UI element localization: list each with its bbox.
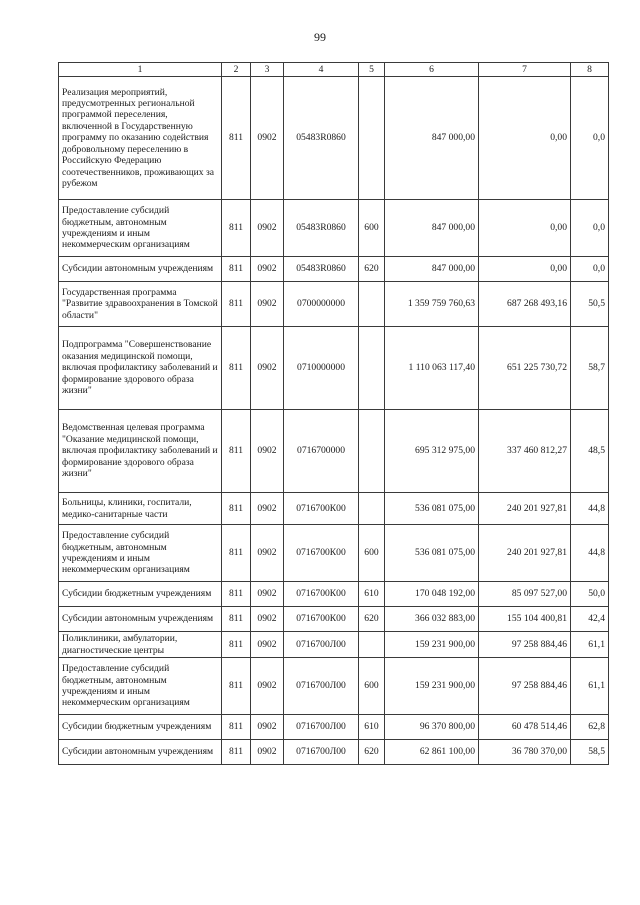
cell-expense-type <box>359 282 385 327</box>
cell-planned-amount: 1 359 759 760,63 <box>385 282 479 327</box>
header-row <box>59 63 609 77</box>
table-body <box>59 77 609 765</box>
table-row <box>59 257 609 282</box>
cell-section-code: 0902 <box>251 257 284 282</box>
cell-ministry-code: 811 <box>222 715 251 740</box>
cell-target-article: 0716700К00 <box>284 525 359 582</box>
cell-target-article: 0716700К00 <box>284 582 359 607</box>
table-row <box>59 410 609 493</box>
table-row <box>59 282 609 327</box>
cell-executed-amount: 155 104 400,81 <box>479 607 571 632</box>
budget-table <box>58 62 609 765</box>
cell-planned-amount: 366 032 883,00 <box>385 607 479 632</box>
cell-executed-amount: 651 225 730,72 <box>479 327 571 410</box>
cell-section-code: 0902 <box>251 658 284 715</box>
table-row <box>59 525 609 582</box>
cell-ministry-code: 811 <box>222 493 251 525</box>
table-row <box>59 493 609 525</box>
header-cell: 3 <box>251 63 284 77</box>
table-row <box>59 607 609 632</box>
cell-section-code: 0902 <box>251 632 284 658</box>
cell-planned-amount: 847 000,00 <box>385 257 479 282</box>
cell-section-code: 0902 <box>251 740 284 765</box>
cell-planned-amount: 159 231 900,00 <box>385 658 479 715</box>
cell-name: Субсидии автономным учреждениям <box>59 740 222 765</box>
header-cell: 4 <box>284 63 359 77</box>
cell-expense-type: 610 <box>359 582 385 607</box>
cell-expense-type: 620 <box>359 607 385 632</box>
cell-executed-amount: 36 780 370,00 <box>479 740 571 765</box>
cell-planned-amount: 96 370 800,00 <box>385 715 479 740</box>
cell-target-article: 0716700Л00 <box>284 632 359 658</box>
cell-ministry-code: 811 <box>222 658 251 715</box>
cell-executed-amount: 687 268 493,16 <box>479 282 571 327</box>
cell-name: Подпрограмма "Совершенствование оказания медицинской помощи, включая профилактику заболеваний и формирование здорового образа жизни" <box>59 327 222 410</box>
cell-executed-amount: 0,00 <box>479 77 571 200</box>
cell-ministry-code: 811 <box>222 200 251 257</box>
cell-executed-amount: 337 460 812,27 <box>479 410 571 493</box>
cell-planned-amount: 1 110 063 117,40 <box>385 327 479 410</box>
cell-execution-percent: 44,8 <box>571 525 609 582</box>
cell-executed-amount: 97 258 884,46 <box>479 658 571 715</box>
cell-planned-amount: 159 231 900,00 <box>385 632 479 658</box>
cell-target-article: 0716700000 <box>284 410 359 493</box>
cell-execution-percent: 42,4 <box>571 607 609 632</box>
cell-section-code: 0902 <box>251 282 284 327</box>
cell-ministry-code: 811 <box>222 740 251 765</box>
cell-section-code: 0902 <box>251 410 284 493</box>
cell-ministry-code: 811 <box>222 582 251 607</box>
page-number: 99 <box>314 30 326 44</box>
cell-target-article: 0716700Л00 <box>284 740 359 765</box>
table-row <box>59 632 609 658</box>
cell-execution-percent: 58,7 <box>571 327 609 410</box>
cell-section-code: 0902 <box>251 200 284 257</box>
cell-expense-type: 620 <box>359 740 385 765</box>
table-row <box>59 582 609 607</box>
cell-execution-percent: 0,0 <box>571 200 609 257</box>
cell-target-article: 0716700К00 <box>284 607 359 632</box>
cell-name: Ведомственная целевая программа "Оказание медицинской помощи, включая профилактику заболеваний и формирование здорового образа жизни" <box>59 410 222 493</box>
cell-execution-percent: 50,0 <box>571 582 609 607</box>
cell-planned-amount: 536 081 075,00 <box>385 525 479 582</box>
cell-name: Субсидии бюджетным учреждениям <box>59 715 222 740</box>
cell-ministry-code: 811 <box>222 327 251 410</box>
cell-target-article: 0700000000 <box>284 282 359 327</box>
cell-executed-amount: 240 201 927,81 <box>479 493 571 525</box>
cell-execution-percent: 61,1 <box>571 658 609 715</box>
cell-execution-percent: 44,8 <box>571 493 609 525</box>
table-row <box>59 658 609 715</box>
cell-expense-type: 600 <box>359 525 385 582</box>
header-cell: 6 <box>385 63 479 77</box>
cell-execution-percent: 50,5 <box>571 282 609 327</box>
cell-execution-percent: 62,8 <box>571 715 609 740</box>
cell-name: Предоставление субсидий бюджетным, автономным учреждениям и иным некоммерческим организациям <box>59 525 222 582</box>
cell-name: Государственная программа "Развитие здравоохранения в Томской области" <box>59 282 222 327</box>
cell-expense-type <box>359 493 385 525</box>
cell-name: Больницы, клиники, госпитали, медико-санитарные части <box>59 493 222 525</box>
cell-target-article: 0710000000 <box>284 327 359 410</box>
cell-expense-type: 600 <box>359 200 385 257</box>
table-row <box>59 200 609 257</box>
cell-expense-type: 600 <box>359 658 385 715</box>
cell-expense-type <box>359 410 385 493</box>
header-cell: 7 <box>479 63 571 77</box>
cell-name: Поликлиники, амбулатории, диагностические центры <box>59 632 222 658</box>
header-cell: 8 <box>571 63 609 77</box>
cell-expense-type <box>359 77 385 200</box>
cell-planned-amount: 847 000,00 <box>385 77 479 200</box>
cell-execution-percent: 61,1 <box>571 632 609 658</box>
cell-section-code: 0902 <box>251 607 284 632</box>
cell-ministry-code: 811 <box>222 282 251 327</box>
cell-planned-amount: 847 000,00 <box>385 200 479 257</box>
cell-target-article: 05483R0860 <box>284 77 359 200</box>
cell-executed-amount: 240 201 927,81 <box>479 525 571 582</box>
cell-executed-amount: 85 097 527,00 <box>479 582 571 607</box>
header-cell: 5 <box>359 63 385 77</box>
cell-executed-amount: 0,00 <box>479 200 571 257</box>
cell-section-code: 0902 <box>251 582 284 607</box>
cell-target-article: 05483R0860 <box>284 200 359 257</box>
cell-target-article: 0716700К00 <box>284 493 359 525</box>
cell-name: Предоставление субсидий бюджетным, автономным учреждениям и иным некоммерческим организациям <box>59 658 222 715</box>
cell-planned-amount: 536 081 075,00 <box>385 493 479 525</box>
cell-ministry-code: 811 <box>222 257 251 282</box>
cell-ministry-code: 811 <box>222 525 251 582</box>
cell-ministry-code: 811 <box>222 632 251 658</box>
cell-target-article: 0716700Л00 <box>284 658 359 715</box>
cell-name: Реализация мероприятий, предусмотренных региональной программой переселения, включенной в Государственную программу по оказанию содействия добровольному переселению в Российскую Федерацию соотечественников, проживающих за рубежом <box>59 77 222 200</box>
cell-name: Субсидии автономным учреждениям <box>59 257 222 282</box>
cell-ministry-code: 811 <box>222 77 251 200</box>
table-row <box>59 740 609 765</box>
cell-name: Предоставление субсидий бюджетным, автономным учреждениям и иным некоммерческим организациям <box>59 200 222 257</box>
cell-planned-amount: 695 312 975,00 <box>385 410 479 493</box>
cell-target-article: 0716700Л00 <box>284 715 359 740</box>
cell-expense-type: 620 <box>359 257 385 282</box>
cell-planned-amount: 170 048 192,00 <box>385 582 479 607</box>
cell-section-code: 0902 <box>251 493 284 525</box>
cell-section-code: 0902 <box>251 715 284 740</box>
cell-executed-amount: 60 478 514,46 <box>479 715 571 740</box>
cell-execution-percent: 0,0 <box>571 257 609 282</box>
cell-executed-amount: 97 258 884,46 <box>479 632 571 658</box>
cell-execution-percent: 48,5 <box>571 410 609 493</box>
cell-name: Субсидии автономным учреждениям <box>59 607 222 632</box>
cell-section-code: 0902 <box>251 525 284 582</box>
cell-planned-amount: 62 861 100,00 <box>385 740 479 765</box>
header-cell: 2 <box>222 63 251 77</box>
cell-execution-percent: 0,0 <box>571 77 609 200</box>
cell-ministry-code: 811 <box>222 410 251 493</box>
cell-expense-type <box>359 632 385 658</box>
table-row <box>59 77 609 200</box>
header-cell: 1 <box>59 63 222 77</box>
cell-expense-type: 610 <box>359 715 385 740</box>
cell-section-code: 0902 <box>251 77 284 200</box>
cell-ministry-code: 811 <box>222 607 251 632</box>
cell-section-code: 0902 <box>251 327 284 410</box>
cell-target-article: 05483R0860 <box>284 257 359 282</box>
table-row <box>59 327 609 410</box>
cell-executed-amount: 0,00 <box>479 257 571 282</box>
cell-expense-type <box>359 327 385 410</box>
cell-execution-percent: 58,5 <box>571 740 609 765</box>
table-row <box>59 715 609 740</box>
cell-name: Субсидии бюджетным учреждениям <box>59 582 222 607</box>
